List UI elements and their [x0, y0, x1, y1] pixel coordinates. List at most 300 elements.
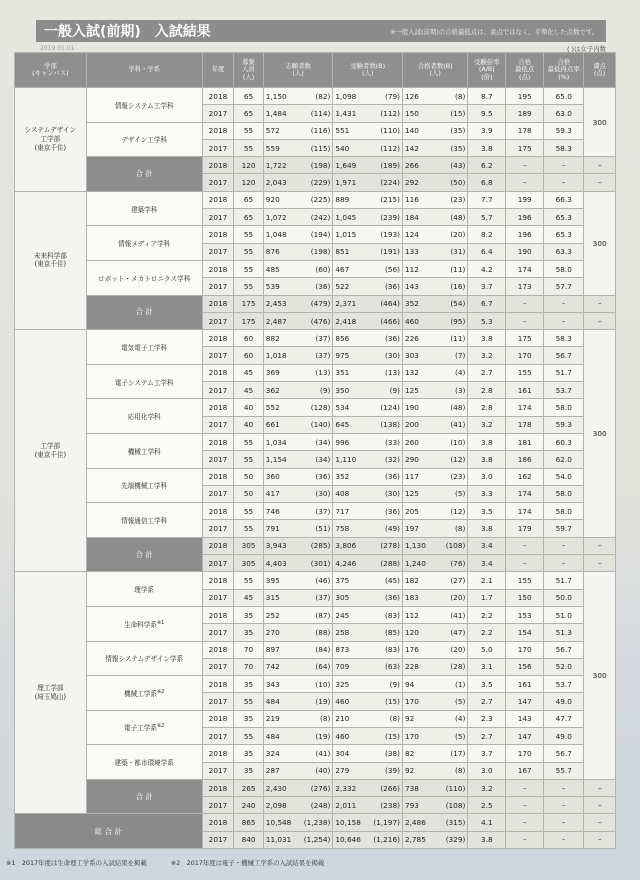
year-cell: 2017 — [202, 209, 234, 226]
value: 2,098 — [265, 800, 287, 810]
value: 2,430 — [265, 783, 287, 793]
full-score-cell: – — [584, 157, 616, 174]
min-score-cell: – — [506, 157, 544, 174]
value: 1,130 — [404, 541, 426, 551]
department-name: 生命科学系 — [124, 620, 157, 629]
value-cell — [402, 745, 467, 762]
value-cell — [402, 693, 467, 710]
ratio-cell: 3.8 — [468, 433, 506, 450]
female-count: (47) — [450, 627, 466, 637]
min-score-cell: 147 — [506, 727, 544, 744]
department-name: 建築・都市環境学系 — [114, 759, 174, 768]
female-count: (315) — [445, 818, 466, 828]
year-cell: 2017 — [202, 174, 234, 191]
value: 2,785 — [404, 835, 426, 845]
value: 219 — [265, 714, 280, 724]
value: 417 — [265, 489, 280, 499]
value: 1,431 — [335, 108, 357, 118]
capacity-cell: 55 — [234, 503, 264, 520]
faint-text: 2019.01.01 — [40, 45, 75, 52]
min-rate-cell: – — [544, 814, 584, 831]
value: 245 — [335, 610, 350, 620]
year-cell: 2017 — [202, 451, 234, 468]
min-rate-cell: 56.7 — [544, 745, 584, 762]
column-header: 合格 最低得点率 (%) — [544, 53, 584, 88]
capacity-cell: 55 — [234, 243, 264, 260]
female-count: (37) — [315, 333, 331, 343]
min-rate-cell: 47.7 — [544, 710, 584, 727]
value-cell — [402, 416, 467, 433]
value-cell — [263, 537, 333, 554]
grand-total-row — [15, 814, 616, 831]
value-cell — [402, 555, 467, 572]
value: 132 — [404, 368, 419, 378]
min-score-cell: 178 — [506, 416, 544, 433]
min-score-cell: – — [506, 312, 544, 329]
value: 484 — [265, 731, 280, 741]
value: 10,158 — [335, 818, 361, 828]
female-count: (138) — [380, 420, 400, 430]
value: 873 — [335, 645, 350, 655]
value: 305 — [335, 593, 350, 603]
department-cell — [86, 503, 202, 538]
table-row — [15, 433, 616, 450]
value-cell — [263, 589, 333, 606]
female-count: (108) — [445, 800, 466, 810]
department-note: ※2 — [156, 688, 165, 695]
table-row — [15, 364, 616, 381]
table-row — [15, 260, 616, 277]
value: 746 — [265, 506, 280, 516]
value-cell — [333, 745, 403, 762]
value-cell — [263, 762, 333, 779]
ratio-cell: 3.0 — [468, 468, 506, 485]
female-count: (1) — [454, 679, 466, 689]
capacity-cell: 55 — [234, 139, 264, 156]
value-cell — [263, 312, 333, 329]
value: 551 — [335, 126, 350, 136]
ratio-cell: 2.7 — [468, 364, 506, 381]
column-header: 受験倍率 (A/B) (倍) — [468, 53, 506, 88]
value-cell — [263, 797, 333, 814]
footnotes — [6, 858, 346, 867]
ratio-cell: 2.7 — [468, 727, 506, 744]
ratio-cell: 4.1 — [468, 814, 506, 831]
value: 2,487 — [265, 316, 287, 326]
value: 117 — [404, 472, 419, 482]
capacity-cell: 120 — [234, 174, 264, 191]
value-cell — [402, 312, 467, 329]
results-table — [14, 52, 616, 849]
ratio-cell: 9.5 — [468, 105, 506, 122]
year-cell: 2017 — [202, 762, 234, 779]
value-cell — [263, 572, 333, 589]
year-cell: 2017 — [202, 347, 234, 364]
female-count: (36) — [315, 472, 331, 482]
capacity-cell: 65 — [234, 209, 264, 226]
department-note: ※1 — [156, 619, 165, 626]
female-count: (20) — [450, 230, 466, 240]
department-cell — [86, 676, 202, 711]
min-rate-cell: 51.0 — [544, 606, 584, 623]
value: 270 — [265, 627, 280, 637]
female-count: (23) — [450, 472, 466, 482]
department-name: 電子工学系 — [124, 724, 157, 733]
capacity-cell: 55 — [234, 226, 264, 243]
min-rate-cell: 58.0 — [544, 503, 584, 520]
value-cell — [263, 710, 333, 727]
value-cell — [263, 503, 333, 520]
value: 2,011 — [335, 800, 357, 810]
capacity-cell: 45 — [234, 364, 264, 381]
value: 540 — [335, 143, 350, 153]
min-rate-cell: 62.0 — [544, 451, 584, 468]
female-count: (1,238) — [303, 818, 331, 828]
min-rate-cell: 58.0 — [544, 485, 584, 502]
department-name: 情報システム工学科 — [114, 101, 174, 110]
table-row — [15, 399, 616, 416]
value-cell — [263, 399, 333, 416]
value: 1,018 — [265, 351, 287, 361]
value-cell — [402, 433, 467, 450]
header-row — [15, 53, 616, 88]
value: 142 — [404, 143, 419, 153]
value-cell — [402, 295, 467, 312]
value: 1,015 — [335, 230, 357, 240]
subtotal-label: 合 計 — [86, 779, 202, 814]
female-count: (198) — [310, 160, 331, 170]
value-cell — [333, 295, 403, 312]
female-count: (476) — [310, 316, 331, 326]
value: 1,154 — [265, 454, 287, 464]
min-score-cell: 174 — [506, 260, 544, 277]
value-cell — [263, 555, 333, 572]
value: 183 — [404, 593, 419, 603]
value: 210 — [335, 714, 350, 724]
value-cell — [263, 814, 333, 831]
value: 125 — [404, 385, 419, 395]
year-cell: 2018 — [202, 433, 234, 450]
department-name: 電気電子工学科 — [121, 343, 168, 352]
full-score-cell: 300 — [584, 572, 616, 780]
department-name: 機械工学系 — [124, 689, 157, 698]
capacity-cell: 35 — [234, 676, 264, 693]
value: 258 — [335, 627, 350, 637]
ratio-cell: 3.8 — [468, 139, 506, 156]
value-cell — [263, 260, 333, 277]
value-cell — [402, 814, 467, 831]
year-cell: 2017 — [202, 416, 234, 433]
female-count: (35) — [450, 143, 466, 153]
value: 920 — [265, 195, 280, 205]
year-cell: 2017 — [202, 624, 234, 641]
capacity-cell: 55 — [234, 122, 264, 139]
min-rate-cell: 53.7 — [544, 382, 584, 399]
column-header: 学部 (キャンパス) — [15, 53, 87, 88]
value: 94 — [404, 679, 415, 689]
value: 1,034 — [265, 437, 287, 447]
female-count: (112) — [380, 143, 400, 153]
value-cell — [263, 174, 333, 191]
table-row — [15, 503, 616, 520]
year-cell: 2017 — [202, 831, 234, 848]
value-cell — [402, 762, 467, 779]
value: 184 — [404, 212, 419, 222]
value: 1,484 — [265, 108, 287, 118]
min-score-cell: 175 — [506, 330, 544, 347]
value-cell — [263, 451, 333, 468]
table-row — [15, 226, 616, 243]
min-rate-cell: 58.3 — [544, 330, 584, 347]
female-count: (38) — [384, 748, 400, 758]
value: 170 — [404, 697, 419, 707]
department-cell — [86, 364, 202, 399]
value-cell — [333, 88, 403, 105]
results-body — [15, 88, 616, 849]
department-name: デザイン工学科 — [121, 136, 168, 145]
female-count: (30) — [315, 489, 331, 499]
full-score-cell: – — [584, 312, 616, 329]
female-count: (32) — [384, 454, 400, 464]
value: 92 — [404, 766, 415, 776]
column-header: 募集 人員 (人) — [234, 53, 264, 88]
min-rate-cell: 59.3 — [544, 416, 584, 433]
value: 112 — [404, 610, 419, 620]
year-cell: 2017 — [202, 797, 234, 814]
department-cell — [86, 122, 202, 157]
ratio-cell: 1.7 — [468, 589, 506, 606]
female-count: (41) — [450, 610, 466, 620]
value: 408 — [335, 489, 350, 499]
female-count: (88) — [315, 627, 331, 637]
subtotal-row — [15, 779, 616, 796]
department-name: 情報システムデザイン学系 — [105, 655, 184, 664]
min-score-cell: – — [506, 295, 544, 312]
value-cell — [333, 278, 403, 295]
capacity-cell: 175 — [234, 312, 264, 329]
min-rate-cell: 58.0 — [544, 260, 584, 277]
female-count: (41) — [450, 420, 466, 430]
full-score-cell: – — [584, 555, 616, 572]
value: 2,043 — [265, 178, 287, 188]
ratio-cell: 5.0 — [468, 641, 506, 658]
year-cell: 2017 — [202, 105, 234, 122]
female-count: (224) — [380, 178, 400, 188]
subtotal-label: 合 計 — [86, 157, 202, 192]
value-cell — [333, 641, 403, 658]
value-cell — [333, 658, 403, 675]
value: 876 — [265, 247, 280, 257]
value-cell — [263, 485, 333, 502]
value: 170 — [404, 731, 419, 741]
value-cell — [402, 347, 467, 364]
min-score-cell: 153 — [506, 606, 544, 623]
value-cell — [333, 364, 403, 381]
capacity-cell: 35 — [234, 762, 264, 779]
min-rate-cell: 50.0 — [544, 589, 584, 606]
female-count: (34) — [315, 454, 331, 464]
value-cell — [263, 105, 333, 122]
value: 82 — [404, 748, 415, 758]
min-rate-cell: 55.7 — [544, 762, 584, 779]
ratio-cell: 7.7 — [468, 191, 506, 208]
min-score-cell: 195 — [506, 88, 544, 105]
min-score-cell: 150 — [506, 589, 544, 606]
female-count: (54) — [450, 299, 466, 309]
year-cell: 2017 — [202, 139, 234, 156]
female-count: (4) — [454, 368, 466, 378]
value-cell — [402, 641, 467, 658]
female-count: (215) — [380, 195, 400, 205]
ratio-cell: 5.7 — [468, 209, 506, 226]
min-score-cell: 170 — [506, 347, 544, 364]
min-rate-cell: 51.7 — [544, 364, 584, 381]
female-count: (466) — [380, 316, 400, 326]
department-name: 先端機械工学科 — [121, 482, 168, 491]
min-rate-cell: 51.7 — [544, 572, 584, 589]
min-rate-cell: 56.7 — [544, 641, 584, 658]
female-count: (19) — [315, 697, 331, 707]
capacity-cell: 305 — [234, 555, 264, 572]
value-cell — [333, 330, 403, 347]
value-cell — [333, 433, 403, 450]
ratio-cell: 3.3 — [468, 485, 506, 502]
min-score-cell: 147 — [506, 693, 544, 710]
value: 522 — [335, 281, 350, 291]
department-cell — [86, 399, 202, 434]
value-cell — [402, 88, 467, 105]
year-cell: 2018 — [202, 330, 234, 347]
value-cell — [402, 399, 467, 416]
value-cell — [263, 139, 333, 156]
year-cell: 2018 — [202, 191, 234, 208]
female-count: (12) — [450, 454, 466, 464]
department-name: 建築学科 — [130, 205, 158, 214]
value-cell — [333, 105, 403, 122]
value: 851 — [335, 247, 350, 257]
value: 1,110 — [335, 454, 357, 464]
year-cell: 2017 — [202, 658, 234, 675]
value-cell — [333, 451, 403, 468]
value-cell — [402, 382, 467, 399]
female-count: (8) — [454, 766, 466, 776]
ratio-cell: 3.8 — [468, 520, 506, 537]
min-rate-cell: – — [544, 555, 584, 572]
value-cell — [402, 330, 467, 347]
value: 1,240 — [404, 558, 426, 568]
female-count: (239) — [380, 212, 400, 222]
year-cell: 2017 — [202, 485, 234, 502]
value: 3,943 — [265, 541, 287, 551]
value-cell — [333, 727, 403, 744]
female-count: (15) — [450, 108, 466, 118]
value-cell — [263, 641, 333, 658]
table-row — [15, 88, 616, 105]
table-row — [15, 468, 616, 485]
full-score-cell: – — [584, 814, 616, 831]
table-row — [15, 641, 616, 658]
female-count: (56) — [384, 264, 400, 274]
ratio-cell: 2.2 — [468, 624, 506, 641]
min-rate-cell: 49.0 — [544, 727, 584, 744]
value: 200 — [404, 420, 419, 430]
min-score-cell: – — [506, 797, 544, 814]
table-row — [15, 710, 616, 727]
subtotal-label: 合 計 — [86, 537, 202, 572]
value: 460 — [335, 731, 350, 741]
value: 742 — [265, 662, 280, 672]
value-cell — [402, 243, 467, 260]
full-score-cell: 300 — [584, 88, 616, 157]
min-rate-cell: 59.7 — [544, 520, 584, 537]
min-rate-cell: 56.7 — [544, 347, 584, 364]
value-cell — [402, 658, 467, 675]
female-count: (225) — [310, 195, 331, 205]
year-cell: 2018 — [202, 606, 234, 623]
ratio-cell: 3.2 — [468, 779, 506, 796]
year-cell: 2018 — [202, 779, 234, 796]
value: 352 — [335, 472, 350, 482]
female-count: (266) — [380, 783, 400, 793]
min-rate-cell: – — [544, 779, 584, 796]
female-count: (7) — [454, 351, 466, 361]
value: 133 — [404, 247, 419, 257]
value: 324 — [265, 748, 280, 758]
female-count: (301) — [310, 558, 331, 568]
min-score-cell: – — [506, 537, 544, 554]
female-count: (36) — [384, 472, 400, 482]
value-cell — [333, 572, 403, 589]
value-cell — [333, 243, 403, 260]
value: 116 — [404, 195, 419, 205]
value: 975 — [335, 351, 350, 361]
value-cell — [402, 260, 467, 277]
value: 120 — [404, 627, 419, 637]
department-cell — [86, 433, 202, 468]
footnote-1: ※1 2017年度は生命理工学系の入試結果を掲載 — [6, 859, 147, 867]
value-cell — [402, 468, 467, 485]
value-cell — [333, 226, 403, 243]
full-score-cell: – — [584, 537, 616, 554]
female-count: (9) — [320, 385, 331, 395]
female-count: (33) — [384, 437, 400, 447]
value-cell — [263, 157, 333, 174]
table-row — [15, 676, 616, 693]
ratio-cell: 3.1 — [468, 658, 506, 675]
female-count: (60) — [315, 264, 331, 274]
value-cell — [333, 399, 403, 416]
value-cell — [263, 779, 333, 796]
female-count: (112) — [380, 108, 400, 118]
min-rate-cell: – — [544, 157, 584, 174]
year-cell: 2018 — [202, 710, 234, 727]
page-title: 一般入試(前期) — [44, 24, 141, 40]
min-score-cell: 186 — [506, 451, 544, 468]
column-header: 志願者数 (人) — [263, 53, 333, 88]
min-score-cell: 173 — [506, 278, 544, 295]
value-cell — [333, 676, 403, 693]
department-cell — [86, 260, 202, 295]
capacity-cell: 865 — [234, 814, 264, 831]
column-header: 年度 — [202, 53, 234, 88]
value-cell — [402, 485, 467, 502]
female-count: (45) — [384, 575, 400, 585]
capacity-cell: 55 — [234, 433, 264, 450]
value: 10,646 — [335, 835, 361, 845]
year-cell: 2017 — [202, 312, 234, 329]
female-count: (11) — [450, 264, 466, 274]
value-cell — [333, 347, 403, 364]
